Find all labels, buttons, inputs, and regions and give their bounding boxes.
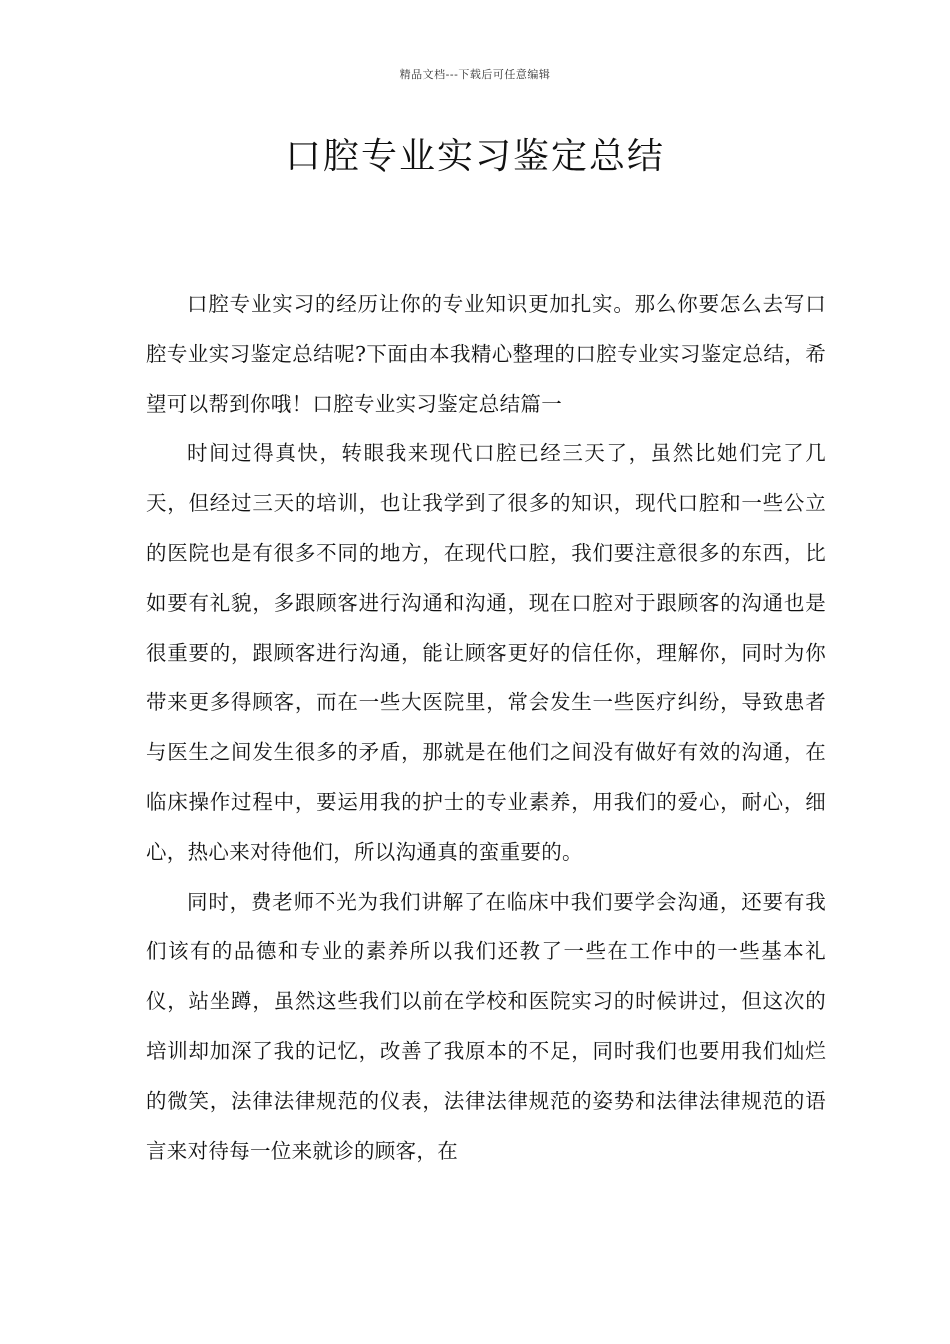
document-title: 口腔专业实习鉴定总结 bbox=[284, 136, 665, 177]
paragraph-etiquette: 同时，费老师不光为我们讲解了在临床中我们要学会沟通，还要有我们该有的品德和专业的素养所以我们还教了一些在工作中的一些基本礼仪，站坐蹲，虽然这些我们以前在学校和医院实习的时候讲过，但这次的培训却加深了我的记忆，改善了我原本的不足，同时我们也要用我们灿烂的微笑，法律法律规范的仪表，法律法律规范的姿势和法律法律规范的语言来对待每一位来就诊的顾客，在 bbox=[146, 889, 826, 1163]
document-body bbox=[146, 280, 826, 1176]
page-header-note: 精品文档---下载后可任意编辑 bbox=[399, 68, 551, 81]
paragraph-intro: 口腔专业实习的经历让你的专业知识更加扎实。那么你要怎么去写口腔专业实习鉴定总结呢?下面由本我精心整理的口腔专业实习鉴定总结，希望可以帮到你哦！口腔专业实习鉴定总结篇一 bbox=[146, 292, 826, 416]
paragraph-communication: 时间过得真快，转眼我来现代口腔已经三天了，虽然比她们完了几天，但经过三天的培训，也让我学到了很多的知识，现代口腔和一些公立的医院也是有很多不同的地方，在现代口腔，我们要注意很多的东西，比如要有礼貌，多跟顾客进行沟通和沟通，现在口腔对于跟顾客的沟通也是很重要的，跟顾客进行沟通，能让顾客更好的信任你，理解你，同时为你带来更多得顾客，而在一些大医院里，常会发生一些医疗纠纷，导致患者与医生之间发生很多的矛盾，那就是在他们之间没有做好有效的沟通，在临床操作过程中，要运用我的护士的专业素养，用我们的爱心，耐心，细心，热心来对待他们，所以沟通真的蛮重要的。 bbox=[146, 441, 826, 864]
